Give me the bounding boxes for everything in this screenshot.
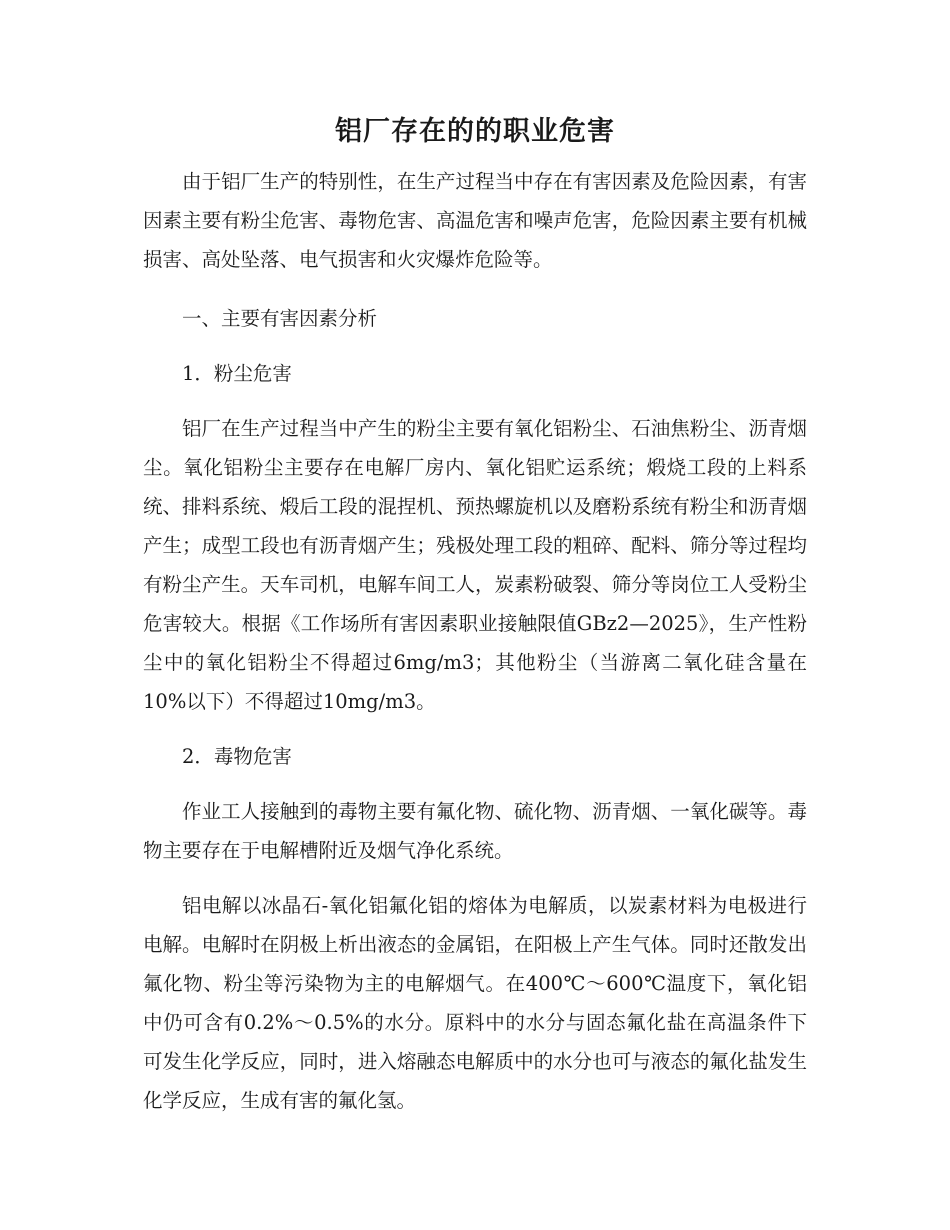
section-heading-main-hazards: 一、主要有害因素分析 (182, 307, 378, 330)
document-body (143, 162, 807, 1120)
dust-paragraph: 铝厂在生产过程当中产生的粉尘主要有氧化铝粉尘、石油焦粉尘、沥青烟尘。氧化铝粉尘主要存在电解厂房内、氧化铝贮运系统；煅烧工段的上料系统、排料系统、煅后工段的混捏机、预热螺旋机以及磨粉系统有粉尘和沥青烟产生；成型工段也有沥青烟产生；残极处理工段的粗碎、配料、筛分等过程均有粉尘产生。天车司机，电解车间工人，炭素粉破裂、筛分等岗位工人受粉尘危害较大。根据《工作场所有害因素职业接触限值GBz2—2025》，生产性粉尘中的氧化铝粉尘不得超过6mg/m3；其他粉尘（当游离二氧化硅含量在10%以下）不得超过10mg/m3。 (143, 417, 807, 713)
toxic-paragraph-2: 铝电解以冰晶石-氧化铝氟化铝的熔体为电解质，以炭素材料为电极进行电解。电解时在阴极上析出液态的金属铝，在阳极上产生气体。同时还散发出氟化物、粉尘等污染物为主的电解烟气。在400℃～600℃温度下，氧化铝中仍可含有0.2%～0.5%的水分。原料中的水分与固态氟化盐在高温条件下可发生化学反应，同时，进入熔融态电解质中的水分也可与液态的氟化盐发生化学反应，生成有害的氟化氢。 (143, 894, 807, 1112)
document-title: 铝厂存在的的职业危害 (335, 116, 615, 147)
intro-paragraph: 由于铝厂生产的特别性，在生产过程当中存在有害因素及危险因素，有害因素主要有粉尘危害、毒物危害、高温危害和噪声危害，危险因素主要有机械损害、高处坠落、电气损害和火灾爆炸危险等。 (143, 170, 807, 271)
subsection-heading-toxic: 2．毒物危害 (182, 745, 292, 768)
subsection-heading-dust: 1．粉尘危害 (182, 362, 292, 385)
toxic-paragraph-1: 作业工人接触到的毒物主要有氟化物、硫化物、沥青烟、一氧化碳等。毒物主要存在于电解槽附近及烟气净化系统。 (143, 800, 807, 862)
